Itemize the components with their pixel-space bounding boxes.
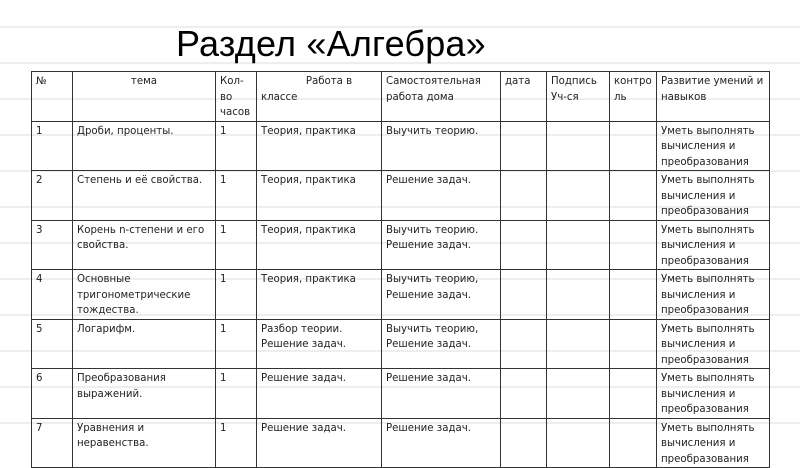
header-topic bbox=[73, 72, 216, 122]
cell-homework: Выучить теорию, Решение задач. bbox=[382, 270, 501, 320]
header-control-line2: ль bbox=[614, 91, 627, 103]
table-row bbox=[32, 319, 770, 369]
header-date-label: дата bbox=[505, 76, 531, 87]
cell-hours: 1 bbox=[216, 171, 257, 221]
header-hours-line2: во bbox=[220, 91, 233, 103]
cell-num: 2 bbox=[32, 171, 73, 221]
cell-signature bbox=[547, 171, 610, 221]
cell-date bbox=[501, 319, 547, 369]
cell-skills: Уметь выполнять вычисления и преобразования bbox=[657, 171, 770, 221]
cell-homework: Решение задач. bbox=[382, 369, 501, 419]
cell-skills: Уметь выполнять вычисления и преобразования bbox=[657, 418, 770, 468]
cell-class-work: Теория, практика bbox=[257, 270, 382, 320]
cell-topic: Дроби, проценты. bbox=[73, 121, 216, 171]
cell-skills: Уметь выполнять вычисления и преобразования bbox=[657, 319, 770, 369]
cell-skills: Уметь выполнять вычисления и преобразования bbox=[657, 121, 770, 171]
table-row bbox=[32, 270, 770, 320]
cell-date bbox=[501, 171, 547, 221]
cell-signature bbox=[547, 270, 610, 320]
cell-control bbox=[610, 369, 657, 419]
cell-hours: 1 bbox=[216, 418, 257, 468]
table-row bbox=[32, 418, 770, 468]
table-row bbox=[32, 369, 770, 419]
cell-num: 7 bbox=[32, 418, 73, 468]
header-skills bbox=[657, 72, 770, 122]
header-signature-line2: Уч-ся bbox=[551, 91, 579, 103]
header-signature-line1: Подпись bbox=[551, 76, 597, 87]
header-class-work-line1: Работа в bbox=[305, 76, 353, 87]
cell-control bbox=[610, 121, 657, 171]
header-num bbox=[32, 72, 73, 122]
cell-num: 3 bbox=[32, 220, 73, 270]
header-signature bbox=[547, 72, 610, 122]
header-class-work bbox=[257, 72, 382, 122]
cell-control bbox=[610, 270, 657, 320]
cell-num: 4 bbox=[32, 270, 73, 320]
cell-homework: Выучить теорию. bbox=[382, 121, 501, 171]
cell-topic: Преобразования выражений. bbox=[73, 369, 216, 419]
cell-skills: Уметь выполнять вычисления и преобразования bbox=[657, 220, 770, 270]
header-control-line1: контро bbox=[614, 76, 652, 87]
cell-date bbox=[501, 369, 547, 419]
cell-skills: Уметь выполнять вычисления и преобразования bbox=[657, 270, 770, 320]
header-skills-line2: навыков bbox=[661, 91, 707, 103]
cell-control bbox=[610, 171, 657, 221]
header-hours-line1: Кол- bbox=[220, 76, 244, 87]
cell-class-work: Теория, практика bbox=[257, 171, 382, 221]
cell-class-work: Теория, практика bbox=[257, 121, 382, 171]
cell-homework: Решение задач. bbox=[382, 171, 501, 221]
cell-control bbox=[610, 418, 657, 468]
cell-signature bbox=[547, 121, 610, 171]
cell-class-work: Теория, практика bbox=[257, 220, 382, 270]
header-homework-line1: Самостоятельная bbox=[386, 76, 481, 87]
cell-control bbox=[610, 220, 657, 270]
header-topic-label: тема bbox=[130, 76, 158, 87]
header-class-work-line2: классе bbox=[261, 91, 298, 103]
header-homework-line2: работа дома bbox=[386, 91, 454, 103]
lesson-plan-table bbox=[31, 71, 770, 468]
table-row bbox=[32, 220, 770, 270]
table-header-row bbox=[32, 72, 770, 122]
table-row bbox=[32, 121, 770, 171]
cell-class-work: Решение задач. bbox=[257, 369, 382, 419]
cell-skills: Уметь выполнять вычисления и преобразования bbox=[657, 369, 770, 419]
cell-hours: 1 bbox=[216, 220, 257, 270]
cell-num: 6 bbox=[32, 369, 73, 419]
header-hours bbox=[216, 72, 257, 122]
cell-class-work: Решение задач. bbox=[257, 418, 382, 468]
table-row bbox=[32, 171, 770, 221]
cell-topic: Степень и её свойства. bbox=[73, 171, 216, 221]
header-skills-line1: Развитие умений и bbox=[661, 76, 764, 87]
page-title: Раздел «Алгебра» bbox=[176, 23, 486, 64]
cell-control bbox=[610, 319, 657, 369]
header-hours-line3: часов bbox=[220, 107, 251, 118]
cell-signature bbox=[547, 220, 610, 270]
cell-topic: Уравнения и неравенства. bbox=[73, 418, 216, 468]
cell-homework: Решение задач. bbox=[382, 418, 501, 468]
cell-hours: 1 bbox=[216, 369, 257, 419]
cell-topic: Логарифм. bbox=[73, 319, 216, 369]
cell-homework: Выучить теорию. Решение задач. bbox=[382, 220, 501, 270]
cell-num: 1 bbox=[32, 121, 73, 171]
cell-homework: Выучить теорию, Решение задач. bbox=[382, 319, 501, 369]
cell-signature bbox=[547, 319, 610, 369]
cell-class-work: Разбор теории. Решение задач. bbox=[257, 319, 382, 369]
cell-date bbox=[501, 418, 547, 468]
header-homework bbox=[382, 72, 501, 122]
header-num-label: № bbox=[36, 76, 47, 87]
cell-hours: 1 bbox=[216, 270, 257, 320]
cell-date bbox=[501, 270, 547, 320]
cell-topic: Корень n-степени и его свойства. bbox=[73, 220, 216, 270]
header-control bbox=[610, 72, 657, 122]
header-date bbox=[501, 72, 547, 122]
cell-signature bbox=[547, 369, 610, 419]
cell-hours: 1 bbox=[216, 121, 257, 171]
cell-date bbox=[501, 220, 547, 270]
cell-date bbox=[501, 121, 547, 171]
cell-hours: 1 bbox=[216, 319, 257, 369]
cell-signature bbox=[547, 418, 610, 468]
cell-topic: Основные тригонометрические тождества. bbox=[73, 270, 216, 320]
cell-num: 5 bbox=[32, 319, 73, 369]
